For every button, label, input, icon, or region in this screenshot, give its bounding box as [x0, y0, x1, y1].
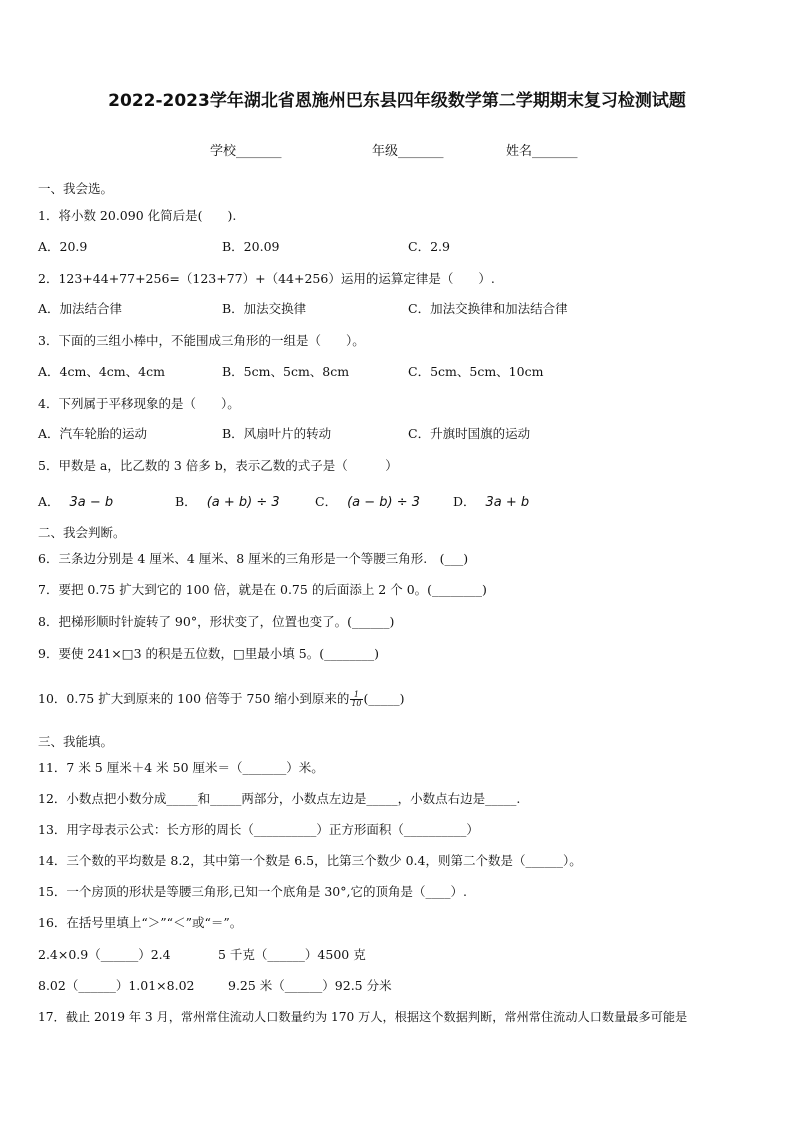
school-field: 学校_______	[210, 144, 282, 159]
q1-option-b: B．20.09	[222, 239, 280, 254]
q2-option-b: B．加法交换律	[222, 301, 307, 316]
q4-option-c: C．升旗时国旗的运动	[408, 426, 531, 441]
q5-option-b-label: B．	[175, 494, 197, 509]
section-heading-judge: 二、我会判断。	[38, 525, 126, 540]
q5-option-b-expr: (a + b) ÷ 3	[206, 495, 280, 510]
q1-option-a: A．20.9	[38, 239, 88, 254]
q5-option-a-label: A．	[38, 494, 60, 509]
grade-field: 年级_______	[372, 144, 444, 159]
page-title: 2022-2023学年湖北省恩施州巴东县四年级数学第二学期期末复习检测试题	[108, 91, 686, 111]
question-10-blank: (_____)	[363, 691, 405, 706]
question-5: 5．甲数是 a，比乙数的 3 倍多 b，表示乙数的式子是（ ）	[38, 458, 398, 473]
fraction-numerator: 1	[350, 691, 362, 700]
question-1: 1．将小数 20.090 化简后是( ).	[38, 208, 237, 223]
q4-option-b: B．风扇叶片的转动	[222, 426, 332, 441]
question-2: 2．123+44+77+256=（123+77）+（44+256）运用的运算定律是（ ）.	[38, 271, 495, 286]
q2-option-a: A．加法结合律	[38, 301, 123, 316]
question-4: 4．下列属于平移现象的是（ ）。	[38, 396, 240, 411]
question-10-text: 10．0.75 扩大到原来的 100 倍等于 750 缩小到原来的	[38, 691, 350, 706]
q16-compare-3: 8.02（______）1.01×8.02	[38, 978, 195, 993]
question-14: 14．三个数的平均数是 8.2，其中第一个数是 6.5，比第三个数少 0.4，则第二个数是（______）。	[38, 853, 582, 868]
question-6: 6．三条边分别是 4 厘米、4 厘米、8 厘米的三角形是一个等腰三角形. (___)	[38, 551, 469, 566]
question-16: 16．在括号里填上“＞”“＜”或“＝”。	[38, 915, 243, 930]
question-10	[38, 690, 405, 708]
q16-compare-4: 9.25 米（______）92.5 分米	[228, 978, 392, 993]
question-13: 13．用字母表示公式：长方形的周长（__________）正方形面积（__________）	[38, 822, 479, 837]
q3-option-c: C．5cm、5cm、10cm	[408, 364, 544, 379]
q5-option-d-label: D．	[453, 494, 476, 509]
question-15: 15．一个房顶的形状是等腰三角形,已知一个底角是 30°,它的顶角是（____）.	[38, 884, 467, 899]
q1-option-c: C．2.9	[408, 239, 450, 254]
question-8: 8．把梯形顺时针旋转了 90°，形状变了，位置也变了。(______)	[38, 614, 395, 629]
q5-option-a-expr: 3a − b	[69, 495, 114, 510]
question-12: 12．小数点把小数分成_____和_____两部分，小数点左边是_____，小数点右边是_____.	[38, 791, 521, 806]
question-9: 9．要使 241×□3 的积是五位数，□里最小填 5。(________)	[38, 646, 379, 661]
name-field: 姓名_______	[506, 144, 578, 159]
q5-option-d-expr: 3a + b	[485, 495, 530, 510]
section-heading-choose: 一、我会选。	[38, 181, 114, 196]
question-11: 11．7 米 5 厘米＋4 米 50 厘米＝（_______）米。	[38, 760, 324, 775]
q5-option-c-expr: (a − b) ÷ 3	[347, 495, 421, 510]
fraction-one-tenth	[350, 691, 362, 708]
question-3: 3．下面的三组小棒中，不能围成三角形的一组是（ ）。	[38, 333, 365, 348]
section-heading-fill: 三、我能填。	[38, 734, 114, 749]
q5-option-b	[175, 493, 280, 512]
q16-compare-1: 2.4×0.9（______）2.4	[38, 947, 171, 962]
q4-option-a: A．汽车轮胎的运动	[38, 426, 148, 441]
q3-option-a: A．4cm、4cm、4cm	[38, 364, 165, 379]
question-7: 7．要把 0.75 扩大到它的 100 倍，就是在 0.75 的后面添上 2 个 0。(________)	[38, 582, 487, 597]
q16-compare-2: 5 千克（______）4500 克	[218, 947, 366, 962]
question-17: 17．截止 2019 年 3 月，常州常住流动人口数量约为 170 万人，根据这个数据判断，常州常住流动人口数量最多可能是	[38, 1010, 688, 1024]
q5-option-d	[453, 493, 529, 512]
q5-option-c-label: C．	[315, 494, 338, 509]
q3-option-b: B．5cm、5cm、8cm	[222, 364, 350, 379]
q5-option-a	[38, 493, 113, 512]
q2-option-c: C．加法交换律和加法结合律	[408, 301, 568, 316]
q5-option-c	[315, 493, 420, 512]
fraction-denominator: 10	[351, 699, 362, 708]
